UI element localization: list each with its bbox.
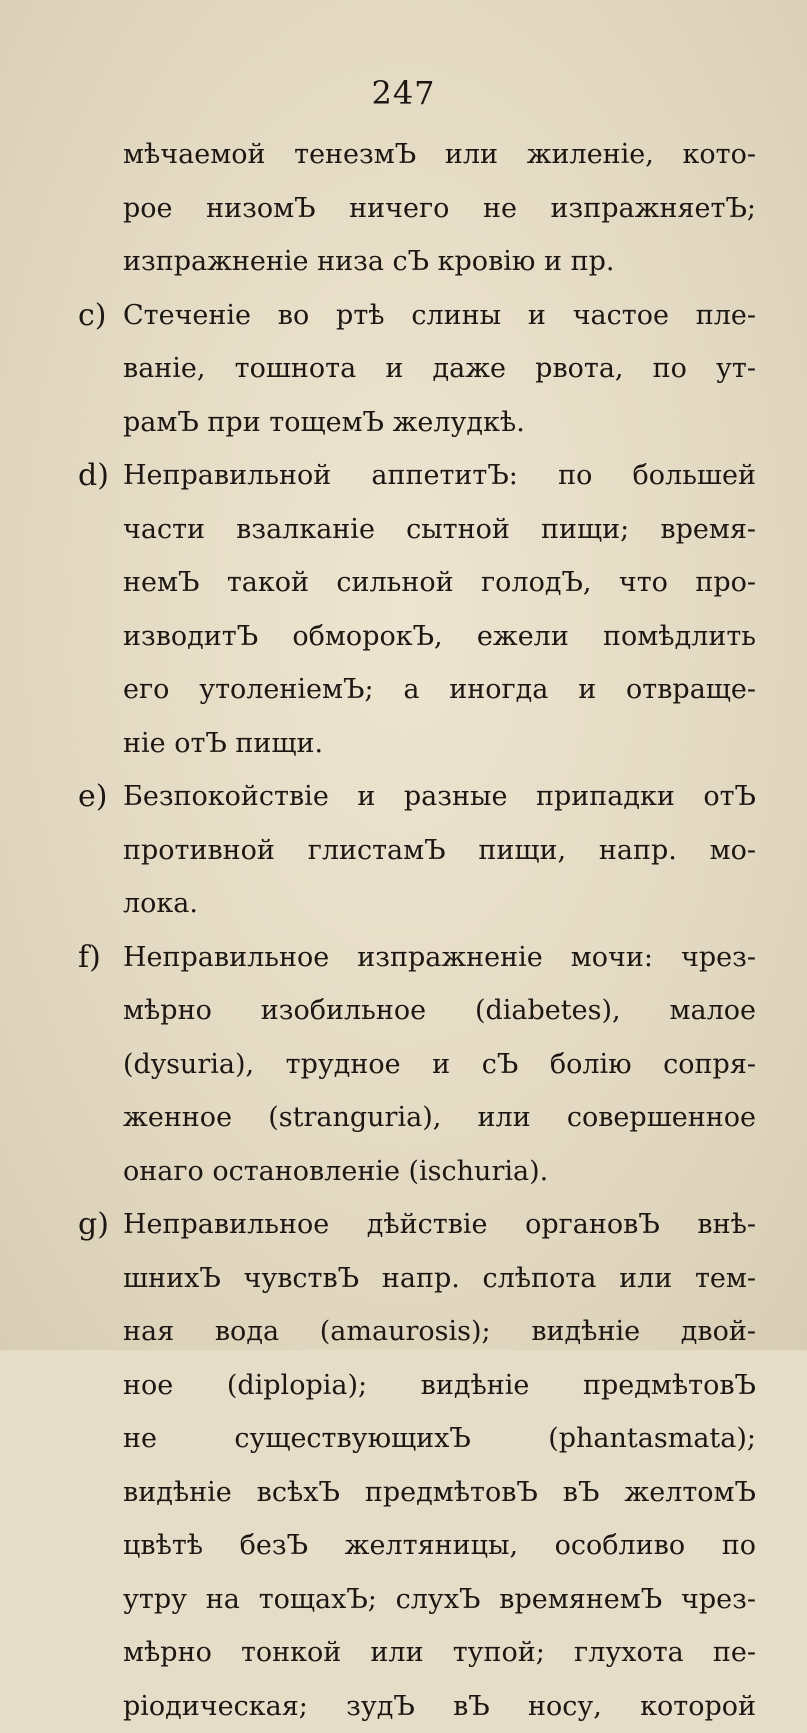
text-line (66, 396, 756, 450)
list-marker: g) (78, 1198, 109, 1252)
text-line (66, 503, 756, 557)
line-text: Неправильное дѣйствіе органовЪ внѣ- (123, 1209, 756, 1240)
line-text: онаго остановленіе (ischuria). (123, 1156, 548, 1187)
list-marker: d) (78, 449, 109, 503)
line-text: цвѣтѣ безЪ желтяницы, особливо по (123, 1530, 756, 1561)
page-text (66, 128, 756, 1733)
page-number: 247 (0, 74, 807, 112)
line-text: его утоленіемЪ; а иногда и отвраще- (123, 674, 756, 705)
line-text: не существующихЪ (phantasmata); (123, 1423, 756, 1454)
text-line (66, 824, 756, 878)
text-line (66, 342, 756, 396)
line-text: Неправильное изпражненіе мочи: чрез- (123, 942, 756, 973)
text-line (66, 1038, 756, 1092)
line-text: шнихЪ чувствЪ напр. слѣпота или тем- (123, 1263, 756, 1294)
line-text: ніе отЪ пищи. (123, 728, 323, 759)
text-line (66, 1626, 756, 1680)
line-text: противной глистамЪ пищи, напр. мо- (123, 835, 756, 866)
line-text: Стеченіе во ртѣ слины и частое пле- (123, 300, 756, 331)
line-text: мѣчаемой тенезмЪ или жиленіе, кото- (123, 139, 756, 170)
list-item-line (66, 931, 756, 985)
line-text: Неправильной аппетитЪ: по большей (123, 460, 756, 491)
text-line (66, 663, 756, 717)
line-text: мѣрно изобильное (diabetes), малое (123, 995, 756, 1026)
text-line (66, 1145, 756, 1199)
line-text: рамЪ при тощемЪ желудкѣ. (123, 407, 525, 438)
text-line (66, 1680, 756, 1733)
line-text: части взалканіе сытной пищи; время- (123, 514, 756, 545)
text-line (66, 1091, 756, 1145)
line-text: ная вода (amaurosis); видѣніе двой- (123, 1316, 756, 1347)
text-line (66, 1519, 756, 1573)
line-text: (dysuria), трудное и сЪ болію сопря- (123, 1049, 756, 1080)
text-line (66, 182, 756, 236)
text-line (66, 1252, 756, 1306)
line-text: Безпокойствіе и разные припадки отЪ (123, 781, 756, 812)
list-marker: f) (78, 931, 101, 985)
text-line (66, 877, 756, 931)
line-text: ваніе, тошнота и даже рвота, по ут- (123, 353, 756, 384)
line-text: немЪ такой сильной голодЪ, что про- (123, 567, 756, 598)
list-item-line (66, 289, 756, 343)
text-line (66, 717, 756, 771)
text-line (66, 610, 756, 664)
text-line (66, 235, 756, 289)
list-marker: c) (78, 289, 107, 343)
line-text: видѣніе всѣхЪ предмѣтовЪ вЪ желтомЪ (123, 1477, 756, 1508)
line-text: изводитЪ обморокЪ, ежели помѣдлить (123, 621, 756, 652)
line-text: ріодическая; зудЪ вЪ носу, которой (123, 1691, 756, 1722)
line-text: мѣрно тонкой или тупой; глухота пе- (123, 1637, 756, 1668)
line-text: изпражненіе низа сЪ кровію и пр. (123, 246, 614, 277)
line-text: рое низомЪ ничего не изпражняетЪ; (123, 193, 756, 224)
text-line (66, 556, 756, 610)
line-text: ное (diplopia); видѣніе предмѣтовЪ (123, 1370, 756, 1401)
text-line (66, 128, 756, 182)
text-line (66, 984, 756, 1038)
text-line (66, 1412, 756, 1466)
text-line (66, 1359, 756, 1413)
line-text: утру на тощахЪ; слухЪ времянемЪ чрез- (123, 1584, 756, 1615)
text-line (66, 1573, 756, 1627)
text-line (66, 1466, 756, 1520)
line-text: женное (stranguria), или совершенное (123, 1102, 756, 1133)
list-item-line (66, 1198, 756, 1252)
list-marker: e) (78, 770, 107, 824)
line-text: лока. (123, 888, 198, 919)
text-line (66, 1305, 756, 1359)
list-item-line (66, 770, 756, 824)
list-item-line (66, 449, 756, 503)
